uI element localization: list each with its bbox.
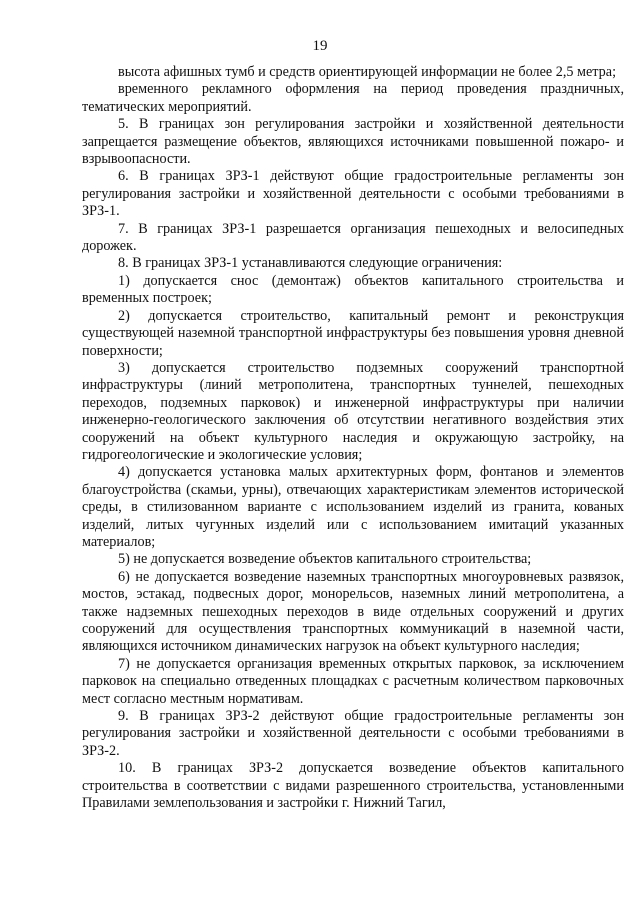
paragraph: 8. В границах ЗРЗ-1 устанавливаются следующие ограничения: [118, 255, 503, 272]
list-item: 4) допускается установка малых архитектурных форм, фонтанов и элементов благоустройства (скамьи, урны), отвечающих характеристикам элементов исторической среды, в стилизованном варианте с использованием изделий из гранита, кованых изделий, литых чугунных изделий или с использованием имитаций указанных материалов; [82, 464, 624, 550]
list-item: 2) допускается строительство, капитальный ремонт и реконструкция существующей наземной транспортной инфраструктуры без повышения уровня дневной поверхности; [82, 307, 624, 359]
list-item: 3) допускается строительство подземных сооружений транспортной инфраструктуры (линий метрополитена, транспортных туннелей, пешеходных переходов, подземных парковок) и инженерной инфраструктуры при наличии инженерно-геологического заключения об отсутствии негативного воздействия этих сооружений на объект культурного наследия и окружающую застройку, на гидрогеологические и экологические условия; [82, 359, 624, 463]
paragraph: 7. В границах ЗРЗ-1 разрешается организация пешеходных и велосипедных дорожек. [82, 220, 624, 255]
paragraph: 6. В границах ЗРЗ-1 действуют общие градостроительные регламенты зон регулирования застройки и хозяйственной деятельности с особыми требованиями в ЗРЗ-1. [82, 168, 624, 220]
paragraph: временного рекламного оформления на период проведения праздничных, тематических мероприятий. [82, 81, 624, 115]
paragraph: 5. В границах зон регулирования застройки и хозяйственной деятельности запрещается размещение объектов, являющихся источниками повышенной пожаро- и взрывоопасности. [82, 116, 624, 168]
list-item: 1) допускается снос (демонтаж) объектов капитального строительства и временных построек; [82, 272, 624, 307]
body-text [82, 64, 624, 812]
list-item: 5) не допускается возведение объектов капитального строительства; [118, 551, 532, 568]
paragraph: 10. В границах ЗРЗ-2 допускается возведение объектов капитального строительства в соответствии с видами разрешенного строительства, установленными Правилами землепользования и застройки г. Нижний Тагил, [82, 760, 624, 812]
paragraph: высота афишных тумб и средств ориентирующей информации не более 2,5 метра; [118, 64, 617, 80]
paragraph: 9. В границах ЗРЗ-2 действуют общие градостроительные регламенты зон регулирования застройки и хозяйственной деятельности с особыми требованиями в ЗРЗ-2. [82, 708, 624, 759]
list-item: 6) не допускается возведение наземных транспортных многоуровневых развязок, мостов, эстакад, подвесных дорог, монорельсов, наземных линий метрополитена, а также надземных пешеходных переходов в виде отдельных сооружений и других сооружений для осуществления транспортных коммуникаций в наземной части, являющихся источником динамических нагрузок на объект культурного наследия; [82, 568, 624, 655]
list-item: 7) не допускается организация временных открытых парковок, за исключением парковок на специально отведенных площадках с расчетным количеством парковочных мест согласно местным нормативам. [82, 655, 624, 707]
page-number: 19 [312, 38, 328, 54]
